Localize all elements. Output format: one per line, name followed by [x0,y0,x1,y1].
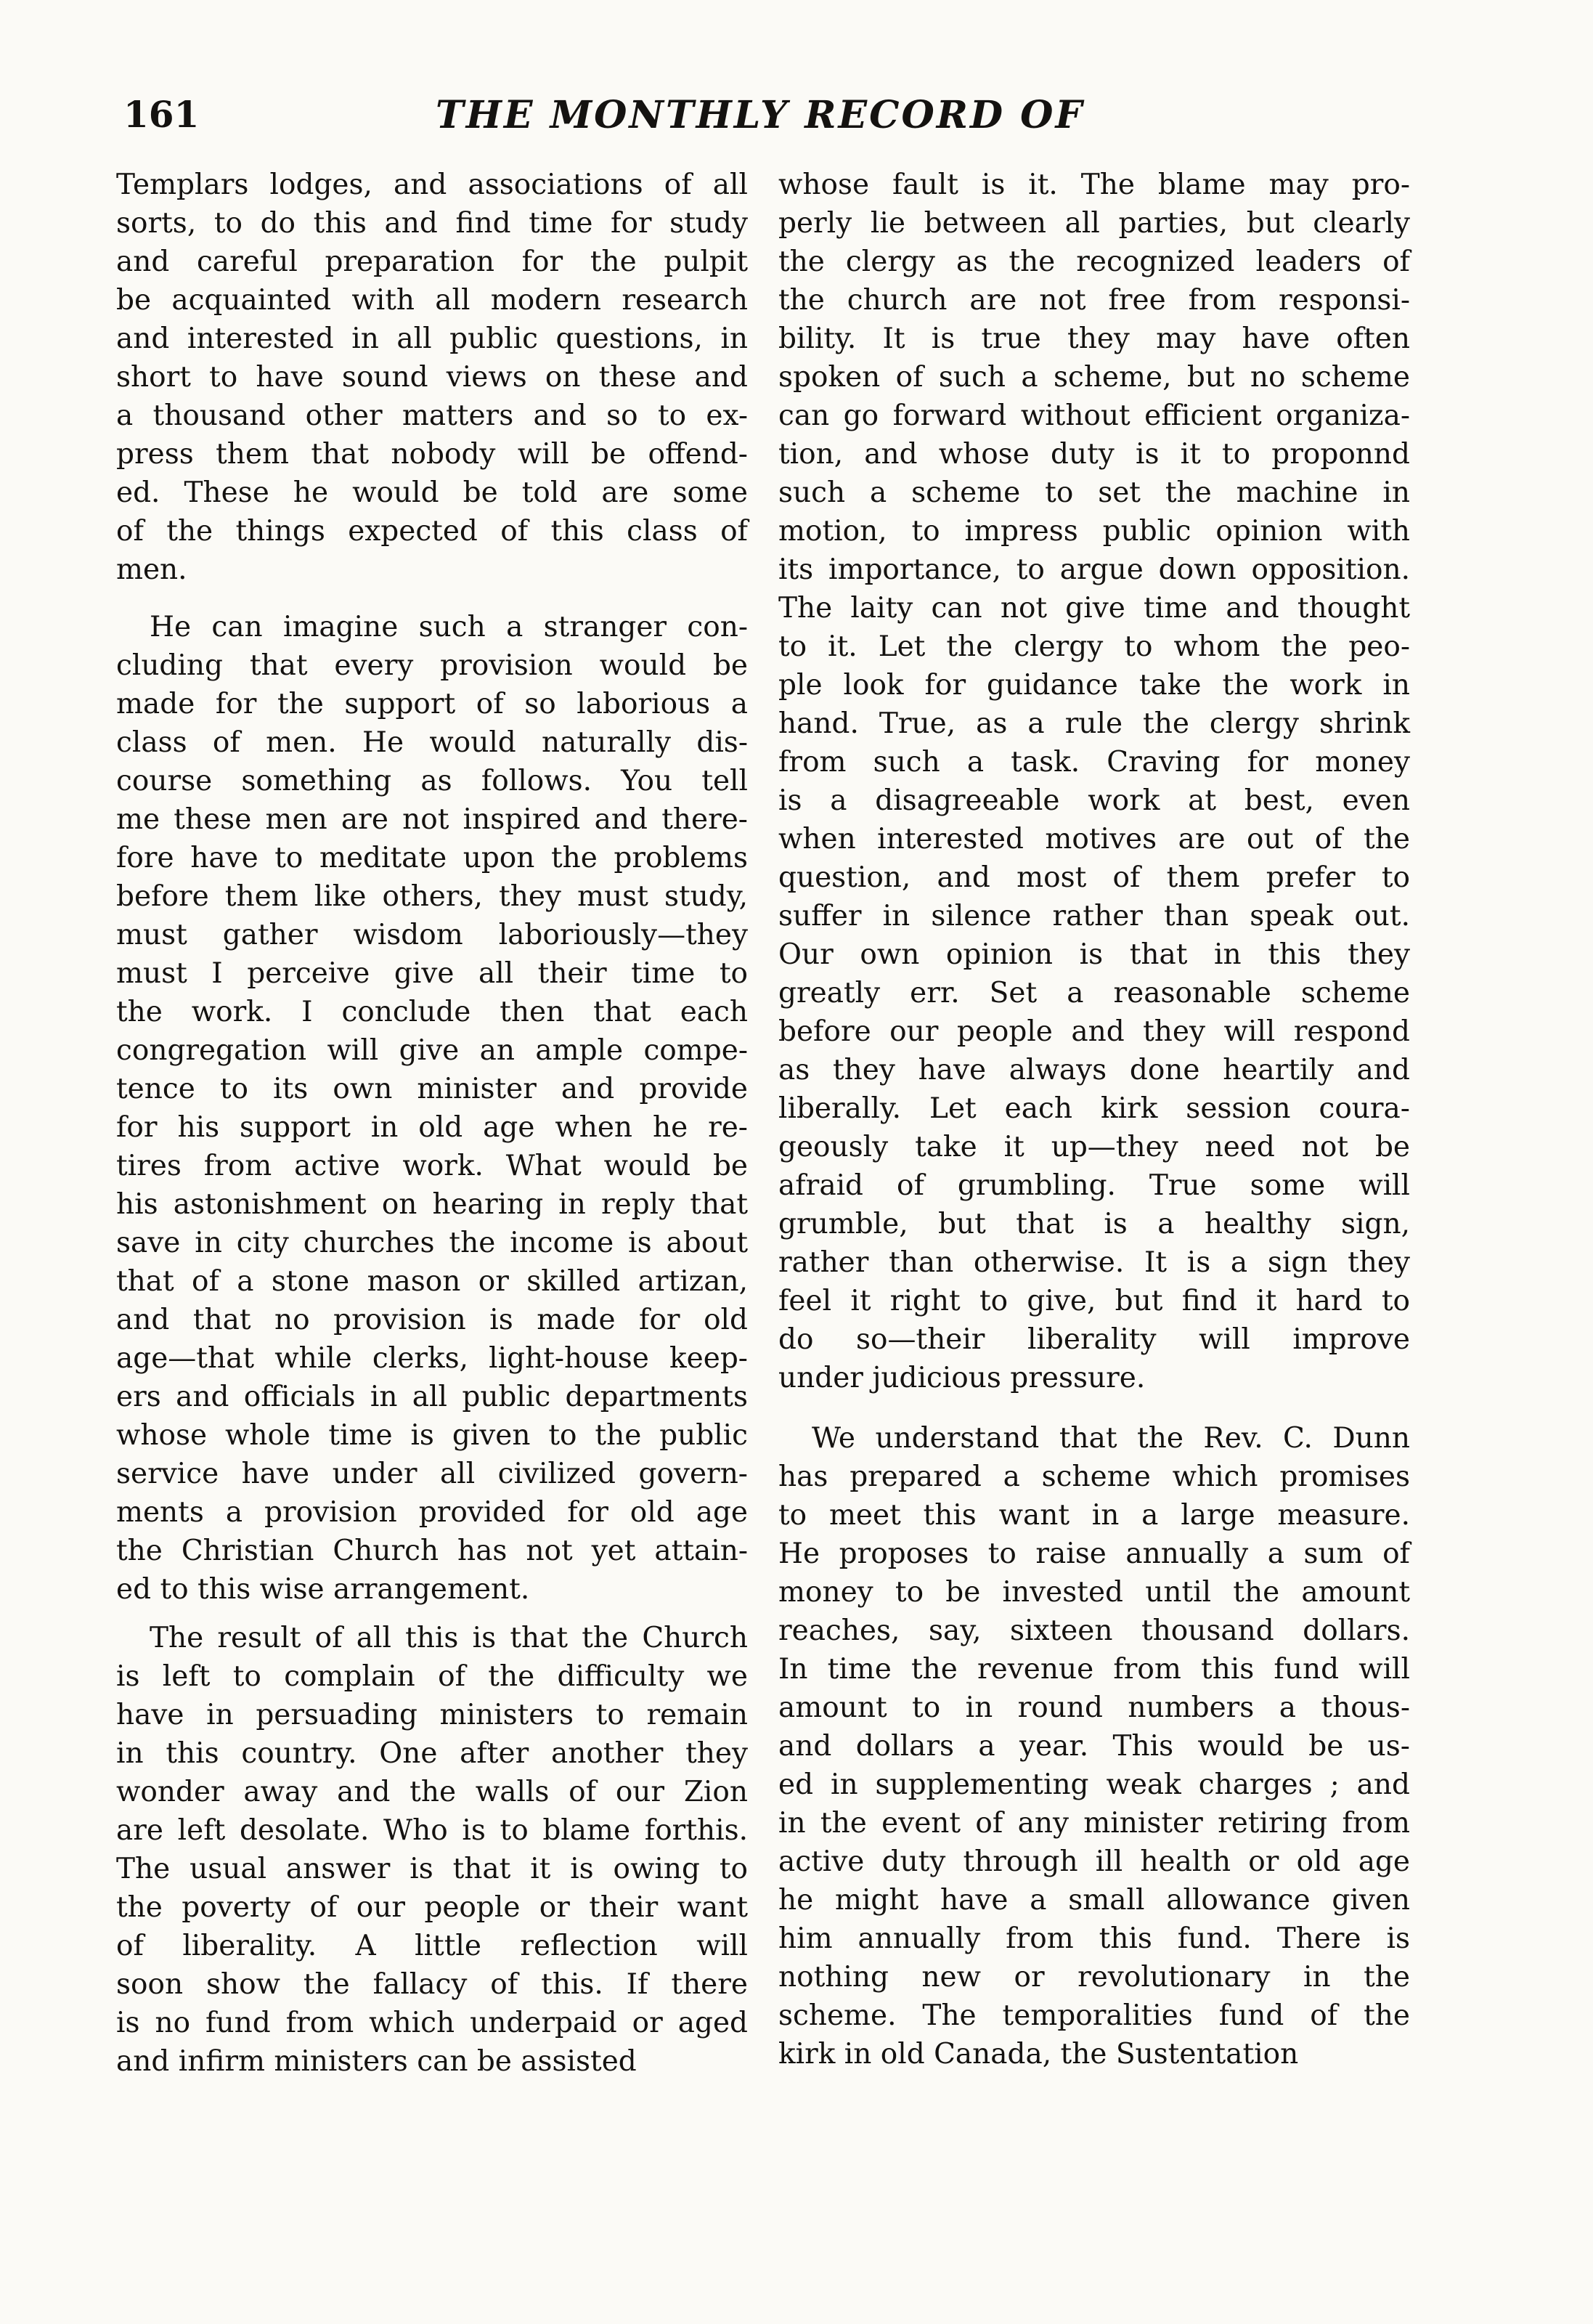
text-line: The laity can not give time and thought [778,592,1410,625]
text-line: from such a task. Craving for money [778,746,1410,779]
paragraph [116,166,748,589]
text-line: whose whole time is given to the public [116,1419,748,1452]
text-line: of liberality. A little reflection will [116,1930,748,1962]
text-line: sorts, to do this and find time for study [116,207,748,240]
text-line: are left desolate. Who is to blame forthis. [116,1814,748,1847]
text-line: to meet this want in a large measure. [778,1499,1410,1532]
text-line: tion, and whose duty is it to proponnd [778,438,1410,471]
text-line: before them like others, they must study, [116,880,748,913]
text-line: his astonishment on hearing in reply that [116,1188,748,1221]
text-line: for his support in old age when he re- [116,1111,748,1144]
text-line: has prepared a scheme which promises [778,1460,1410,1493]
text-line: He can imagine such a stranger con- [150,611,748,643]
text-line: nothing new or revolutionary in the [778,1961,1410,1994]
text-line: in this country. One after another they [116,1737,748,1770]
page-number: 161 [123,93,200,136]
text-line: reaches, say, sixteen thousand dollars. [778,1614,1410,1647]
text-line: congregation will give an ample compe- [116,1034,748,1067]
text-line: be acquainted with all modern research [116,284,748,317]
running-title: THE MONTHLY RECORD OF [436,93,1085,137]
text-line: grumble, but that is a healthy sign, [778,1208,1410,1240]
text-line: the Christian Church has not yet attain- [116,1535,748,1567]
text-line: hand. True, as a rule the clergy shrink [778,707,1410,740]
text-line: save in city churches the income is about [116,1227,748,1259]
text-line: feel it right to give, but find it hard to [778,1285,1410,1317]
text-line: tence to its own minister and provide [116,1073,748,1105]
text-line: perly lie between all parties, but clearly [778,207,1410,240]
text-line: soon show the fallacy of this. If there [116,1968,748,2001]
text-line: made for the support of so laborious a [116,688,748,720]
text-line: ed. These he would be told are some [116,476,748,509]
text-line: He proposes to raise annually a sum of [778,1537,1410,1570]
text-line: me these men are not inspired and there- [116,803,748,836]
text-line: of the things expected of this class of [116,515,748,548]
text-line: before our people and they will respond [778,1015,1410,1048]
text-line: in the event of any minister retiring from [778,1807,1410,1840]
text-line: liberally. Let each kirk session coura- [778,1092,1410,1125]
text-line: ers and officials in all public departments [116,1381,748,1413]
text-line: spoken of such a scheme, but no scheme [778,361,1410,394]
text-line: men. [116,553,187,586]
text-line: and that no provision is made for old [116,1304,748,1336]
text-line: rather than otherwise. It is a sign they [778,1246,1410,1279]
text-line: money to be invested until the amount [778,1576,1410,1609]
text-line: the poverty of our people or their want [116,1891,748,1924]
text-line: service have under all civilized govern- [116,1458,748,1490]
text-line: We understand that the Rev. C. Dunn [812,1422,1410,1455]
text-line: the work. I conclude then that each [116,996,748,1028]
text-line: the clergy as the recognized leaders of [778,245,1410,278]
text-line: short to have sound views on these and [116,361,748,394]
text-line: The result of all this is that the Church [150,1622,748,1654]
text-line: is no fund from which underpaid or aged [116,2007,748,2039]
text-line: and careful preparation for the pulpit [116,245,748,278]
text-line: Our own opinion is that in this they [778,938,1410,971]
text-line: a thousand other matters and so to ex- [116,399,748,432]
text-line: tires from active work. What would be [116,1150,748,1182]
text-line: motion, to impress public opinion with [778,515,1410,548]
text-line: greatly err. Set a reasonable scheme [778,977,1410,1009]
text-line: fore have to meditate upon the problems [116,842,748,874]
text-line: active duty through ill health or old age [778,1845,1410,1878]
text-line: cluding that every provision would be [116,649,748,682]
text-line: and infirm ministers can be assisted [116,2045,637,2078]
text-line: age—that while clerks, light-house keep- [116,1342,748,1375]
text-line: ed in supplementing weak charges ; and [778,1768,1410,1801]
text-line: ed to this wise arrangement. [116,1573,530,1606]
left-column [116,166,748,2081]
page-header [123,93,1477,151]
text-line: him annually from this fund. There is [778,1922,1410,1955]
text-line: to it. Let the clergy to whom the peo- [778,630,1410,663]
text-line: is left to complain of the difficulty we [116,1660,748,1693]
text-line: ple look for guidance take the work in [778,669,1410,702]
text-line: question, and most of them prefer to [778,861,1410,894]
text-line: press them that nobody will be offend- [116,438,748,471]
text-line: and interested in all public questions, in [116,322,748,355]
text-line: under judicious pressure. [778,1362,1146,1394]
text-line: such a scheme to set the machine in [778,476,1410,509]
text-line: that of a stone mason or skilled artizan, [116,1265,748,1298]
text-line: scheme. The temporalities fund of the [778,1999,1410,2032]
text-line: afraid of grumbling. True some will [778,1169,1410,1202]
text-line: he might have a small allowance given [778,1884,1410,1917]
text-line: ments a provision provided for old age [116,1496,748,1529]
text-line: and dollars a year. This would be us- [778,1730,1410,1763]
text-line: must gather wisdom laboriously—they [116,919,748,951]
text-line: must I perceive give all their time to [116,957,748,990]
paragraph [116,1619,748,2081]
text-line: In time the revenue from this fund will [778,1653,1410,1686]
text-line: wonder away and the walls of our Zion [116,1776,748,1808]
text-line: course something as follows. You tell [116,765,748,797]
text-line: have in persuading ministers to remain [116,1699,748,1731]
text-line: when interested motives are out of the [778,823,1410,856]
right-column [778,166,1410,2073]
text-line: as they have always done heartily and [778,1054,1410,1086]
text-line: whose fault is it. The blame may pro- [778,168,1410,201]
text-line: amount to in round numbers a thous- [778,1691,1410,1724]
text-line: can go forward without efficient organiza- [778,399,1410,432]
text-line: suffer in silence rather than speak out. [778,900,1410,933]
text-line: bility. It is true they may have often [778,322,1410,355]
text-line: its importance, to argue down opposition. [778,553,1410,586]
text-line: the church are not free from responsi- [778,284,1410,317]
paragraph [778,166,1410,1397]
paragraph [116,608,748,1609]
text-line: is a disagreeable work at best, even [778,784,1410,817]
text-line: kirk in old Canada, the Sustentation [778,2038,1299,2071]
text-line: class of men. He would naturally dis- [116,726,748,759]
text-line: geously take it up—they need not be [778,1131,1410,1163]
text-line: The usual answer is that it is owing to [116,1853,748,1885]
text-line: do so—their liberality will improve [778,1323,1410,1356]
paragraph [778,1419,1410,2073]
text-line: Templars lodges, and associations of all [116,168,748,201]
